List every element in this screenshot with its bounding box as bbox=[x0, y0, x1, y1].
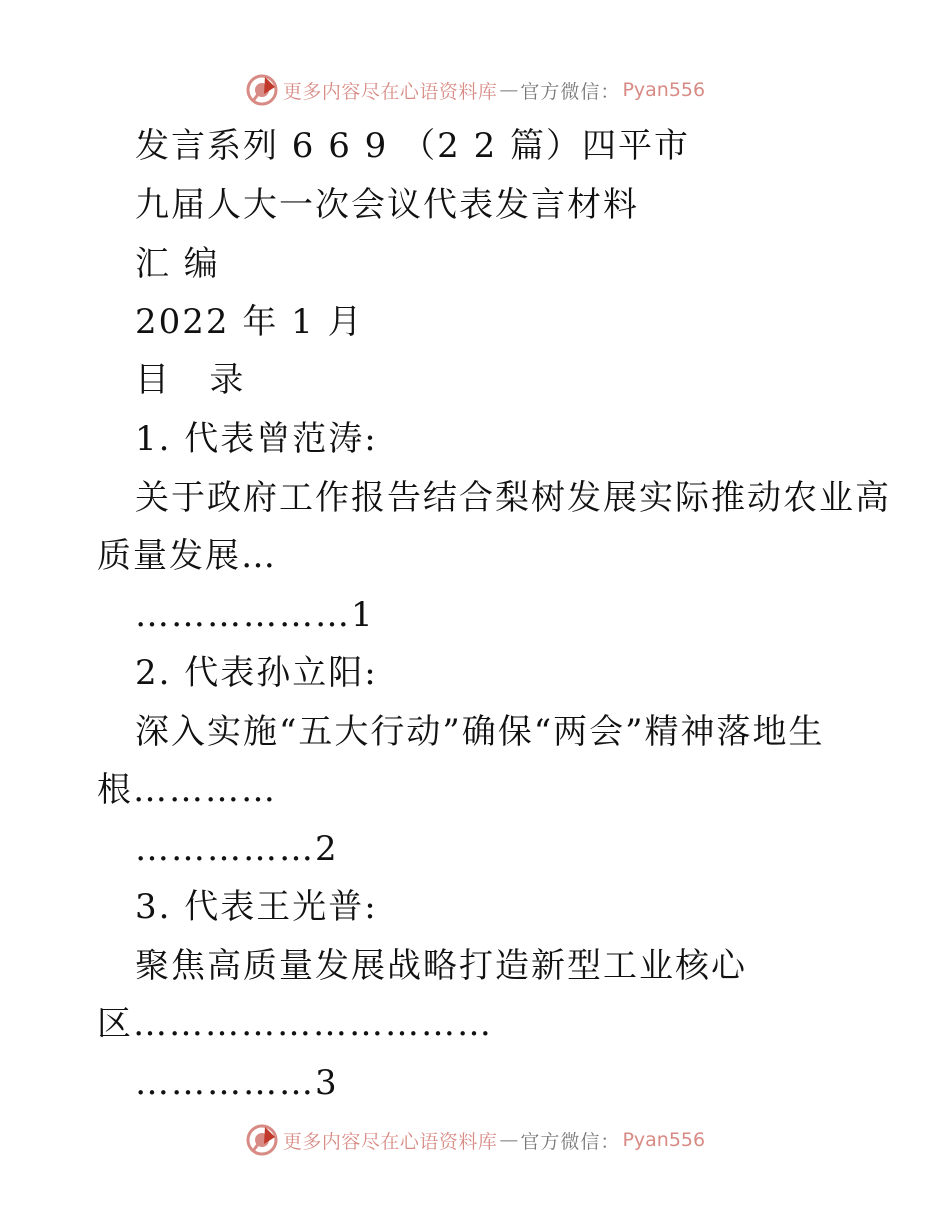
toc-entry-2-speaker: 2. 代表孙立阳: bbox=[135, 653, 378, 693]
toc-entry-1-page: ………………1 bbox=[135, 595, 375, 635]
watermark-wechat-id: Pyan556 bbox=[622, 79, 706, 101]
watermark-official: 官方微信： bbox=[520, 80, 621, 103]
toc-heading: 目 录 bbox=[135, 360, 246, 400]
toc-entry-1-title: 关于政府工作报告结合梨树发展实际推动农业高 bbox=[135, 478, 891, 518]
watermark-wechat-id: Pyan556 bbox=[622, 1129, 706, 1151]
watermark-header bbox=[0, 70, 950, 110]
pen-logo-icon bbox=[245, 73, 279, 107]
toc-entry-2-title: 深入实施“五大行动”确保“两会”精神落地生 bbox=[135, 712, 825, 752]
title-line-2: 九届人大一次会议代表发言材料 bbox=[135, 185, 639, 225]
watermark-footer bbox=[0, 1120, 950, 1160]
pen-logo-icon bbox=[245, 1123, 279, 1157]
toc-entry-1-title-cont: 质量发展… bbox=[97, 536, 277, 576]
watermark-official: 官方微信： bbox=[520, 1130, 621, 1153]
toc-entry-3-speaker: 3. 代表王光普: bbox=[135, 887, 378, 927]
watermark-text: 更多内容尽在心语资料库 bbox=[282, 80, 498, 103]
title-line-3: 汇 编 bbox=[135, 244, 220, 284]
title-line-1: 发言系列 6 6 9 （2 2 篇）四平市 bbox=[135, 126, 691, 166]
date-line: 2022 年 1 月 bbox=[135, 302, 364, 342]
watermark-dash: — bbox=[499, 79, 519, 101]
watermark-dash: — bbox=[499, 1129, 519, 1151]
toc-entry-3-page: ……………3 bbox=[135, 1063, 339, 1103]
toc-entry-2-title-cont: 根………… bbox=[97, 770, 277, 810]
toc-entry-2-page: ……………2 bbox=[135, 829, 339, 869]
toc-entry-1-speaker: 1. 代表曾范涛: bbox=[135, 419, 378, 459]
watermark-text: 更多内容尽在心语资料库 bbox=[282, 1130, 498, 1153]
toc-entry-3-title: 聚焦高质量发展战略打造新型工业核心 bbox=[135, 946, 747, 986]
toc-entry-3-title-cont: 区………………………… bbox=[97, 1004, 493, 1044]
